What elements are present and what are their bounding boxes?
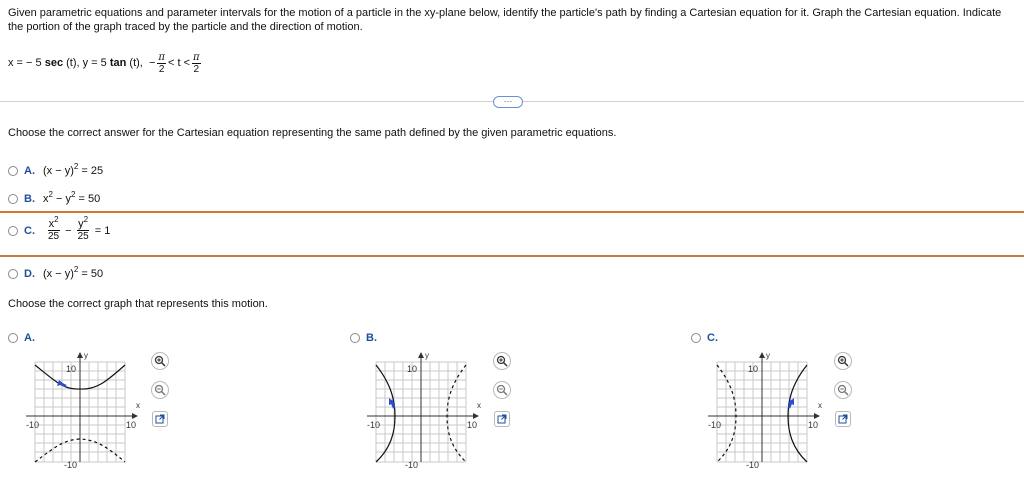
radio-button[interactable] xyxy=(691,333,701,343)
option-rhs: = 25 xyxy=(81,165,104,177)
option-letter: A. xyxy=(24,332,35,344)
y-axis-label: y xyxy=(425,351,429,360)
y-axis-label: y xyxy=(766,351,770,360)
tick-label: -10 xyxy=(367,420,381,430)
zoom-in-icon[interactable] xyxy=(151,352,169,370)
selected-answer-highlight xyxy=(0,211,1024,257)
zoom-out-icon[interactable] xyxy=(151,381,169,399)
tick-label: -10 xyxy=(64,460,78,468)
option-letter: B. xyxy=(24,193,35,205)
question-text: Given parametric equations and parameter intervals for the motion of a particle in the xy-plane below, identify the particle's path by finding a Cartesian equation for it. Graph the Cartesian equation. Indicate the portion of the graph traced by the particle and the direction of motion. xyxy=(8,7,1002,33)
tick-label: -10 xyxy=(405,460,419,468)
x-axis-label: x xyxy=(136,401,140,410)
tick-label: 10 xyxy=(126,420,137,430)
tick-label: -10 xyxy=(746,460,760,468)
exponent: 2 xyxy=(71,189,76,199)
parametric-equations xyxy=(8,48,203,78)
option-term: − y xyxy=(56,193,71,205)
graph-prompt: Choose the correct graph that represents this motion. xyxy=(8,298,268,310)
neg-pi-over-2: $\frac{\pi}{2}$ xyxy=(158,51,165,75)
tick-label: 10 xyxy=(748,364,759,374)
graph-option-a[interactable] xyxy=(8,332,43,344)
sec-function: sec xyxy=(44,57,64,69)
exponent: 2 xyxy=(73,264,79,274)
x-axis-label: x xyxy=(477,401,481,410)
graph-option-b[interactable] xyxy=(350,332,385,344)
pi-over-2: $\frac{\pi}{2}$ xyxy=(193,51,200,75)
zoom-out-icon[interactable] xyxy=(834,381,852,399)
y-axis-label: y xyxy=(84,351,88,360)
radio-button[interactable] xyxy=(8,226,18,236)
zoom-out-icon[interactable] xyxy=(493,381,511,399)
option-b[interactable] xyxy=(8,189,101,205)
popout-icon[interactable] xyxy=(835,411,851,427)
option-letter: B. xyxy=(366,332,377,344)
interval-inequality: < t < xyxy=(168,57,191,69)
graph-b xyxy=(367,350,497,468)
graph-c xyxy=(708,350,838,468)
negative-sign: − xyxy=(148,57,156,69)
popout-icon[interactable] xyxy=(494,411,510,427)
option-c[interactable] xyxy=(8,215,111,242)
tick-label: 10 xyxy=(467,420,478,430)
radio-button[interactable] xyxy=(8,269,18,279)
tick-label: 10 xyxy=(407,364,418,374)
radio-button[interactable] xyxy=(350,333,360,343)
option-a[interactable] xyxy=(8,161,104,177)
tick-label: -10 xyxy=(26,420,40,430)
tan-argument: (t), xyxy=(129,57,143,69)
option-letter: C. xyxy=(707,332,718,344)
cartesian-prompt: Choose the correct answer for the Cartesian equation representing the same path defined by the given parametric equations. xyxy=(8,127,617,139)
tick-label: 10 xyxy=(66,364,77,374)
tan-function: tan xyxy=(109,57,127,69)
option-letter: A. xyxy=(24,165,35,177)
option-term: x xyxy=(43,193,49,205)
option-equation: (x − y) xyxy=(43,165,74,177)
zoom-in-icon[interactable] xyxy=(834,352,852,370)
y-squared-over-25: $\frac{y^2}{25}$ xyxy=(77,215,89,242)
option-rhs: = 50 xyxy=(81,268,104,280)
x-equation: x = − 5 xyxy=(8,57,42,69)
option-rhs: = 50 xyxy=(78,193,101,205)
radio-button[interactable] xyxy=(8,194,18,204)
x-squared-over-25: $\frac{x^2}{25}$ xyxy=(48,215,60,242)
radio-button[interactable] xyxy=(8,166,18,176)
x-axis-label: x xyxy=(818,401,822,410)
more-button[interactable]: ··· xyxy=(493,96,523,108)
option-equation: (x − y) xyxy=(43,268,74,280)
zoom-in-icon[interactable] xyxy=(493,352,511,370)
option-rhs: = 1 xyxy=(94,224,111,237)
exponent: 2 xyxy=(48,189,53,199)
radio-button[interactable] xyxy=(8,333,18,343)
option-letter: C. xyxy=(24,224,35,237)
exponent: 2 xyxy=(73,161,79,171)
minus-sign: − xyxy=(65,224,72,237)
graph-a xyxy=(26,350,156,468)
tick-label: -10 xyxy=(708,420,722,430)
popout-icon[interactable] xyxy=(152,411,168,427)
tick-label: 10 xyxy=(808,420,819,430)
graph-option-c[interactable] xyxy=(691,332,726,344)
option-d[interactable] xyxy=(8,264,104,280)
sec-argument: (t), y = 5 xyxy=(66,57,107,69)
option-letter: D. xyxy=(24,268,35,280)
